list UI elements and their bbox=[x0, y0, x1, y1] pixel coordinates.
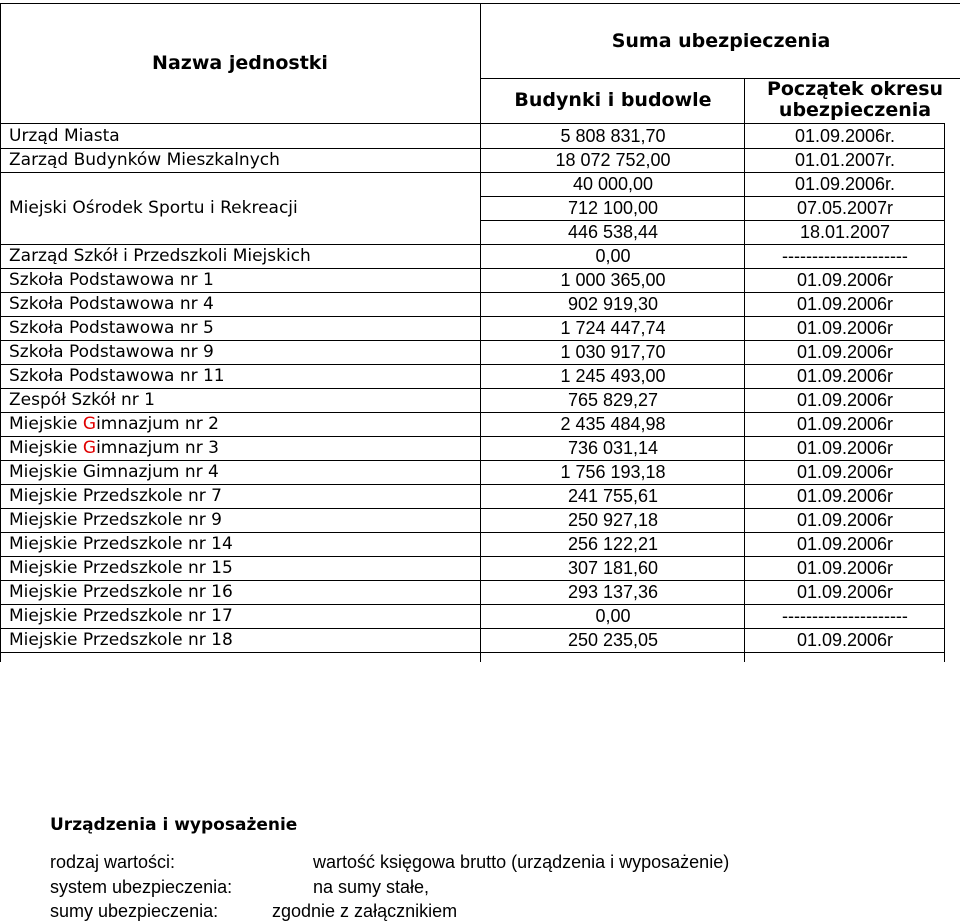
buildings-value: 250 927,18 bbox=[567, 510, 659, 530]
table-value-divider bbox=[480, 124, 481, 662]
start-date: 07.05.2007r bbox=[796, 198, 894, 218]
start-date: 01.01.2007r. bbox=[794, 150, 896, 170]
row-separator bbox=[0, 436, 945, 437]
buildings-value: 712 100,00 bbox=[567, 198, 659, 218]
unit-name-rest: imnazjum nr 2 bbox=[96, 414, 219, 434]
start-date: 01.09.2006r bbox=[796, 558, 894, 578]
row-separator bbox=[0, 388, 945, 389]
row-separator bbox=[0, 556, 945, 557]
buildings-value: 250 235,05 bbox=[567, 630, 659, 650]
row-separator bbox=[0, 484, 945, 485]
table-row bbox=[0, 412, 945, 436]
unit-name: Urząd Miasta bbox=[9, 126, 120, 146]
buildings-value: 1 245 493,00 bbox=[560, 366, 666, 386]
table-row bbox=[0, 556, 945, 580]
start-date: --------------------- bbox=[782, 606, 908, 626]
unit-name: Miejski Ośrodek Sportu i Rekreacji bbox=[9, 198, 298, 218]
start-date: 01.09.2006r bbox=[796, 438, 894, 458]
buildings-value: 1 030 917,70 bbox=[560, 342, 666, 362]
table-row bbox=[0, 148, 945, 172]
table-row bbox=[0, 172, 945, 196]
unit-name: Miejskie Przedszkole nr 7 bbox=[9, 486, 222, 506]
unit-name: Miejskie Przedszkole nr 9 bbox=[9, 510, 222, 530]
row-separator bbox=[0, 244, 945, 245]
table-row bbox=[0, 292, 945, 316]
buildings-value: 0,00 bbox=[595, 246, 631, 266]
buildings-value: 736 031,14 bbox=[567, 438, 659, 458]
detail-value: wartość księgowa brutto (urządzenia i wyposażenie) bbox=[313, 852, 730, 872]
table-row bbox=[0, 580, 945, 604]
start-date: 01.09.2006r. bbox=[794, 126, 896, 146]
buildings-value: 0,00 bbox=[595, 606, 631, 626]
row-separator bbox=[0, 460, 945, 461]
start-date: --------------------- bbox=[782, 246, 908, 266]
start-date: 01.09.2006r bbox=[796, 390, 894, 410]
buildings-value: 446 538,44 bbox=[567, 222, 659, 242]
column-header-start-line1: Początek okresu bbox=[766, 78, 944, 100]
table-row bbox=[0, 340, 945, 364]
buildings-value: 293 137,36 bbox=[567, 582, 659, 602]
unit-name: Miejskie Przedszkole nr 16 bbox=[9, 582, 233, 602]
row-separator bbox=[0, 532, 945, 533]
buildings-value: 902 919,30 bbox=[567, 294, 659, 314]
start-date: 01.09.2006r bbox=[796, 294, 894, 314]
row-separator bbox=[0, 508, 945, 509]
detail-label: rodzaj wartości: bbox=[50, 852, 176, 872]
row-separator bbox=[0, 652, 945, 653]
row-separator bbox=[0, 316, 945, 317]
table-right-border bbox=[944, 124, 945, 662]
unit-name-rest: imnazjum nr 3 bbox=[96, 438, 219, 458]
unit-name: Szkoła Podstawowa nr 1 bbox=[9, 270, 214, 290]
start-date: 01.09.2006r bbox=[796, 630, 894, 650]
buildings-value: 256 122,21 bbox=[567, 534, 659, 554]
unit-name: Miejskie Gimnazjum nr 4 bbox=[9, 462, 219, 482]
row-separator bbox=[0, 148, 945, 149]
header-sub-divider bbox=[744, 78, 745, 123]
unit-name-prefix: Miejskie bbox=[9, 414, 83, 434]
table-left-border bbox=[0, 124, 1, 662]
row-separator bbox=[0, 604, 945, 605]
detail-value: na sumy stałe, bbox=[313, 877, 430, 897]
start-date: 01.09.2006r bbox=[796, 342, 894, 362]
table-row bbox=[0, 124, 945, 148]
detail-label: sumy ubezpieczenia: bbox=[50, 901, 219, 921]
row-separator bbox=[0, 268, 945, 269]
table-row bbox=[0, 220, 945, 244]
unit-name: Miejskie Przedszkole nr 14 bbox=[9, 534, 233, 554]
table-row bbox=[0, 388, 945, 412]
row-separator bbox=[0, 364, 945, 365]
start-date: 01.09.2006r bbox=[796, 582, 894, 602]
start-date: 01.09.2006r bbox=[796, 318, 894, 338]
start-date: 01.09.2006r bbox=[796, 366, 894, 386]
buildings-value: 1 756 193,18 bbox=[560, 462, 666, 482]
buildings-value: 765 829,27 bbox=[567, 390, 659, 410]
unit-name: Miejskie Przedszkole nr 18 bbox=[9, 630, 233, 650]
table-row bbox=[0, 268, 945, 292]
row-separator bbox=[0, 580, 945, 581]
buildings-value: 1 000 365,00 bbox=[560, 270, 666, 290]
unit-name: Zespół Szkół nr 1 bbox=[9, 390, 155, 410]
row-separator bbox=[480, 196, 945, 197]
table-row bbox=[0, 196, 945, 220]
row-separator bbox=[0, 340, 945, 341]
buildings-value: 241 755,61 bbox=[567, 486, 659, 506]
unit-name: Zarząd Budynków Mieszkalnych bbox=[9, 150, 280, 170]
table-row bbox=[0, 244, 945, 268]
start-date: 01.09.2006r bbox=[796, 270, 894, 290]
table-row bbox=[0, 532, 945, 556]
table-row bbox=[0, 508, 945, 532]
column-group-sum-insured: Suma ubezpieczenia bbox=[611, 30, 831, 52]
unit-name bbox=[9, 412, 219, 436]
buildings-value: 18 072 752,00 bbox=[555, 150, 671, 170]
unit-name: Szkoła Podstawowa nr 9 bbox=[9, 342, 214, 362]
unit-name: Miejskie Przedszkole nr 17 bbox=[9, 606, 233, 626]
row-separator bbox=[480, 172, 945, 173]
row-separator bbox=[480, 220, 945, 221]
table-row bbox=[0, 364, 945, 388]
table-row bbox=[0, 628, 945, 652]
column-header-start-line2: ubezpieczenia bbox=[778, 99, 932, 121]
start-date: 01.09.2006r bbox=[796, 462, 894, 482]
row-separator bbox=[0, 412, 945, 413]
unit-name: Szkoła Podstawowa nr 4 bbox=[9, 294, 214, 314]
row-separator bbox=[0, 628, 945, 629]
table-row bbox=[0, 484, 945, 508]
buildings-value: 307 181,60 bbox=[567, 558, 659, 578]
unit-name: Miejskie Przedszkole nr 15 bbox=[9, 558, 233, 578]
table-row bbox=[0, 604, 945, 628]
highlighted-letter: G bbox=[82, 414, 97, 434]
unit-name: Szkoła Podstawowa nr 11 bbox=[9, 366, 225, 386]
table-row bbox=[0, 316, 945, 340]
table-date-divider bbox=[744, 124, 745, 662]
table-row bbox=[0, 436, 945, 460]
unit-name bbox=[9, 436, 219, 460]
start-date: 01.09.2006r bbox=[796, 510, 894, 530]
column-header-name: Nazwa jednostki bbox=[152, 52, 328, 74]
section-title: Urządzenia i wyposażenie bbox=[50, 815, 298, 835]
row-separator bbox=[0, 292, 945, 293]
buildings-value: 5 808 831,70 bbox=[560, 126, 666, 146]
start-date: 01.09.2006r bbox=[796, 414, 894, 434]
detail-value: zgodnie z załącznikiem bbox=[272, 901, 458, 921]
unit-name: Zarząd Szkół i Przedszkoli Miejskich bbox=[9, 246, 311, 266]
buildings-value: 40 000,00 bbox=[572, 174, 654, 194]
highlighted-letter: G bbox=[82, 438, 97, 458]
row-separator bbox=[0, 172, 480, 173]
start-date: 01.09.2006r. bbox=[794, 174, 896, 194]
unit-name-prefix: Miejskie bbox=[9, 438, 83, 458]
unit-name: Szkoła Podstawowa nr 5 bbox=[9, 318, 214, 338]
table-row bbox=[0, 460, 945, 484]
header-name-divider bbox=[480, 3, 481, 123]
buildings-value: 1 724 447,74 bbox=[560, 318, 666, 338]
start-date: 01.09.2006r bbox=[796, 486, 894, 506]
column-header-buildings: Budynki i budowle bbox=[514, 89, 712, 111]
detail-label: system ubezpieczenia: bbox=[50, 877, 233, 897]
start-date: 18.01.2007 bbox=[799, 222, 891, 242]
buildings-value: 2 435 484,98 bbox=[560, 414, 666, 434]
start-date: 01.09.2006r bbox=[796, 534, 894, 554]
